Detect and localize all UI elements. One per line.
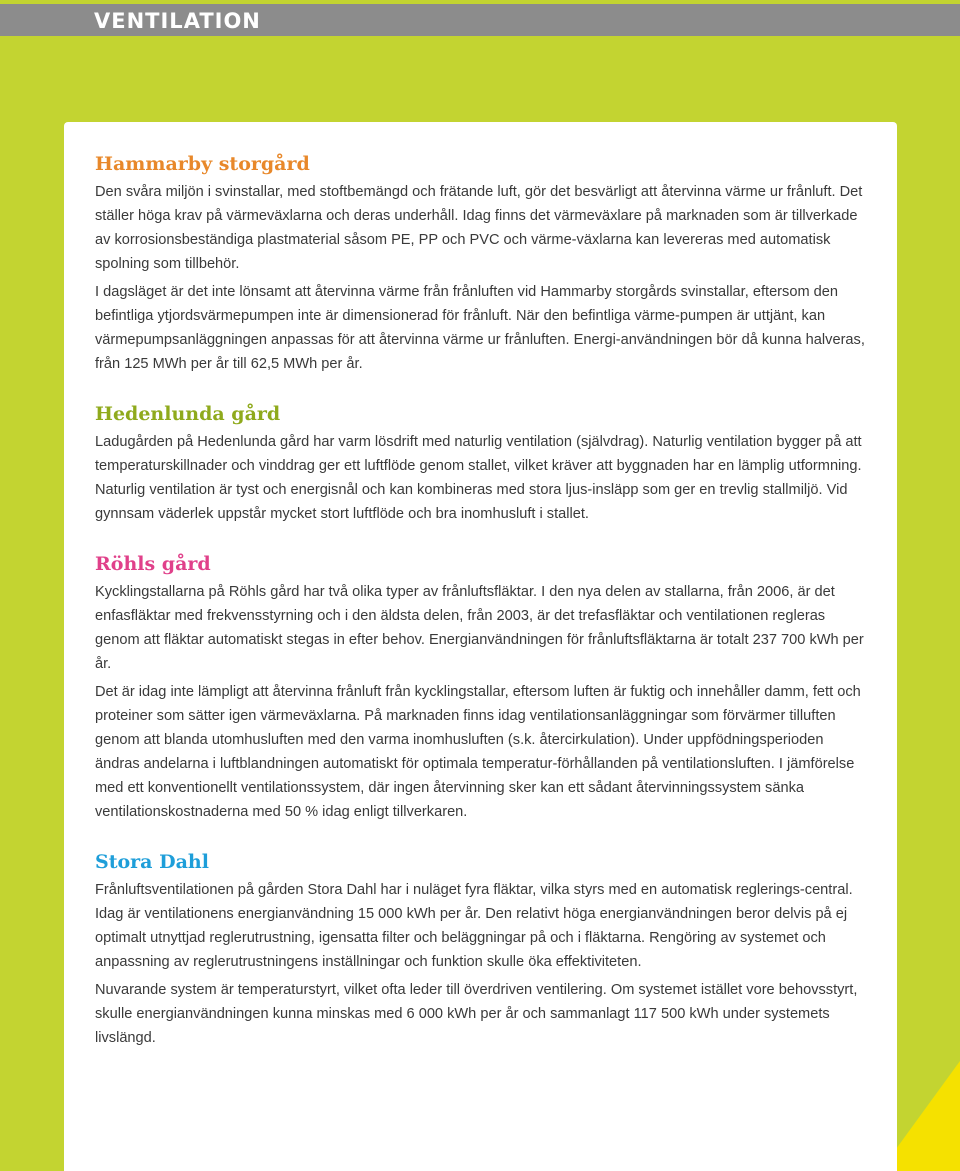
section-heading: Röhls gård — [95, 553, 211, 575]
header-bar — [0, 0, 960, 36]
paragraph: Den svåra miljön i svinstallar, med stoftbemängd och frätande luft, gör det besvärligt att återvinna värme ur frånluft. Det ställer höga krav på värmeväxlarna och deras underhåll. Idag finns det värmeväxlare på marknaden som är tillverkade av korrosionsbeständiga plastmaterial såsom PE, PP och PVC och värme-växlarna kan levereras med automatisk spolning som tillbehör. — [95, 184, 863, 272]
section-heading: Stora Dahl — [95, 851, 209, 873]
section-hammarby — [95, 152, 867, 376]
page-title: VENTILATION — [94, 9, 261, 33]
section-stora-dahl — [95, 850, 867, 1050]
paragraph: I dagsläget är det inte lönsamt att återvinna värme från frånluften vid Hammarby storgårds svinstallar, eftersom den befintliga ytjordsvärmepumpen inte är dimensionerad för frånluft. När den befintliga värme-pumpen är uttjänt, kan värmepumpsanläggningen anpassas för att återvinna värme ur frånluften. Energi-användningen bör då kunna halveras, från 125 MWh per år till 62,5 MWh per år. — [95, 284, 865, 372]
paragraph: Ladugården på Hedenlunda gård har varm lösdrift med naturlig ventilation (självdrag). Naturlig ventilation bygger på att temperaturskillnader och vinddrag ger ett luftflöde genom stallet, vilket kräver att byggnaden har en lämplig utformning. Naturlig ventilation är tyst och energisnål och kan kombineras med stora ljus-insläpp som ger en trevlig stallmiljö. Vid gynnsam väderlek uppstår mycket stort luftflöde och bra inomhusluft i stallet. — [95, 434, 862, 522]
section-rohls — [95, 552, 867, 824]
paragraph: Kycklingstallarna på Röhls gård har två olika typer av frånluftsfläktar. I den nya delen av stallarna, från 2006, är det enfasfläktar med frekvensstyrning och i den äldsta delen, från 2003, är det trefasfläktar och ventilationen regleras genom att fläktar automatiskt stegas in efter behov. Energianvändningen för frånluftsfläktarna är totalt 237 700 kWh per år. — [95, 584, 864, 672]
article-body — [95, 152, 867, 1076]
paragraph: Det är idag inte lämpligt att återvinna frånluft från kycklingstallar, eftersom luften är fuktig och innehåller damm, fett och proteiner som sätter igen värmeväxlarna. På marknaden finns idag ventilationsanläggningar som förvärmer tilluften genom att blanda utomhusluften med den varma inomhusluften (s.k. återcirkulation). Under uppfödningsperioden ändras andelarna i luftblandningen automatiskt för optimala temperatur-förhållanden på ventilationsluften. I jämförelse med ett konventionellt ventilationssystem, där ingen återvinning sker kan ett sådant återvinningssystem sänka ventilationskostnaderna med 50 % idag enligt tillverkaren. — [95, 684, 861, 820]
section-heading: Hedenlunda gård — [95, 403, 281, 425]
paragraph: Nuvarande system är temperaturstyrt, vilket ofta leder till överdriven ventilering. Om systemet istället vore behovsstyrt, skulle energianvändningen kunna minskas med 6 000 kWh per år och sammanlagt 117 500 kWh under systemets livslängd. — [95, 982, 858, 1046]
section-heading: Hammarby storgård — [95, 153, 310, 175]
section-hedenlunda — [95, 402, 867, 526]
paragraph: Frånluftsventilationen på gården Stora Dahl har i nuläget fyra fläktar, vilka styrs med en automatisk reglerings-central. Idag är ventilationens energianvändning 15 000 kWh per år. Den relativt höga energianvändningen beror delvis på ej optimalt utnyttjad reglerutrustning, igensatta filter och beläggningar på och i fläktarna. Rengöring av systemet och anpassning av reglerutrustningens inställningar och funktion skulle öka effektiviteten. — [95, 882, 853, 970]
